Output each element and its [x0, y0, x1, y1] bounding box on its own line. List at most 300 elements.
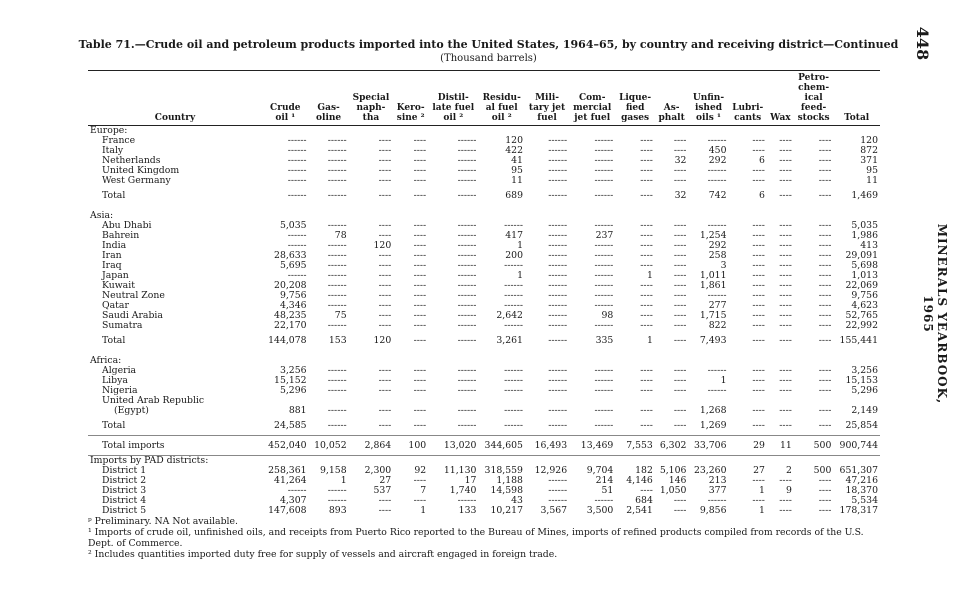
column-header: Lique- fied gases — [619, 93, 652, 123]
table-cell: ---- — [818, 365, 832, 376]
table-cell: ---- — [378, 250, 392, 261]
table-cell: 237 — [595, 230, 614, 241]
table-cell: ---- — [779, 230, 792, 241]
table-cell: ---- — [673, 175, 687, 186]
table-cell: 153 — [328, 335, 347, 346]
table-cell: ---- — [378, 320, 392, 331]
table-cell: 1 — [646, 335, 653, 346]
table-cell: 29 — [729, 436, 767, 456]
table-cell: 292 — [708, 240, 727, 251]
table-cell: ---- — [640, 320, 653, 331]
table-cell: 1 — [759, 485, 765, 496]
table-cell: ------ — [548, 240, 568, 251]
table-cell: ---- — [752, 405, 765, 416]
table-cell: ------ — [327, 405, 347, 416]
footnote: ¹ Imports of crude oil, unfinished oils, and receipts from Puerto Rico reported to the Bureau of Mines, imports of refined products compiled from records of the U.S. Dept. of Commerce. — [88, 527, 864, 549]
table-cell: ---- — [818, 165, 832, 176]
table-cell: ---- — [413, 190, 427, 201]
table-cell: 33,706 — [688, 436, 728, 456]
table-cell: 32 — [674, 190, 687, 201]
table-cell: 3,500 — [586, 505, 614, 516]
table-cell: ---- — [413, 375, 427, 386]
table-cell: ---- — [752, 175, 765, 186]
table-cell: ------ — [594, 155, 614, 166]
table-cell: ------ — [457, 190, 477, 201]
column-header: Crude oil ¹ — [270, 103, 301, 123]
table-cell: ---- — [378, 230, 392, 241]
table-cell: 5,695 — [279, 260, 307, 271]
table-cell: 144,078 — [268, 335, 307, 346]
table-cell: ------ — [504, 300, 523, 311]
table-cell: ------ — [594, 145, 614, 156]
table-cell: ---- — [818, 280, 832, 291]
table-cell: 2 — [785, 465, 792, 476]
table-cell: ---- — [378, 190, 392, 201]
table-cell: ---- — [413, 220, 427, 231]
table-cell: ------ — [548, 145, 568, 156]
table-cell: 120 — [505, 135, 523, 146]
table-cell: ------ — [457, 230, 477, 241]
table-row — [88, 406, 880, 416]
data-table — [88, 70, 880, 516]
table-cell: 29,091 — [845, 250, 878, 261]
table-cell: 1 — [420, 505, 427, 516]
table-cell: ------ — [457, 155, 477, 166]
table-cell: ---- — [752, 335, 765, 346]
table-cell: 5,106 — [659, 465, 687, 476]
table-cell: ------ — [548, 375, 568, 386]
row-label: Total — [102, 420, 126, 431]
table-cell: ---- — [779, 495, 792, 506]
table-cell: ------ — [594, 290, 614, 301]
table-cell: 13,020 — [428, 436, 478, 456]
table-cell: ---- — [818, 475, 832, 486]
table-cell: 6,302 — [655, 436, 689, 456]
table-cell: ------ — [707, 365, 727, 376]
table-cell: ---- — [413, 320, 427, 331]
table-cell: 47,216 — [845, 475, 878, 486]
table-cell: ------ — [594, 365, 614, 376]
table-cell: ---- — [378, 290, 392, 301]
table-cell: 1 — [517, 240, 523, 251]
table-cell: 178,317 — [839, 505, 878, 516]
table-cell: 95 — [866, 165, 878, 176]
row-label: Total — [102, 190, 126, 201]
table-cell: 1 — [340, 475, 347, 486]
table-cell: ---- — [378, 145, 392, 156]
table-cell: ------ — [457, 290, 477, 301]
table-cell: 4,623 — [851, 300, 878, 311]
table-cell: ---- — [673, 300, 687, 311]
table-cell: 51 — [601, 485, 614, 496]
table-cell: 1 — [759, 505, 765, 516]
table-cell: 5,534 — [851, 495, 878, 506]
table-cell: ---- — [779, 365, 792, 376]
table-cell: 684 — [635, 495, 653, 506]
table-cell: ------ — [327, 190, 347, 201]
table-cell: ------ — [287, 175, 307, 186]
table-cell: 893 — [328, 505, 347, 516]
table-cell: 95 — [511, 165, 523, 176]
table-cell: ---- — [673, 270, 687, 281]
table-cell: ---- — [378, 405, 392, 416]
table-cell: ---- — [413, 280, 427, 291]
table-cell: ---- — [752, 495, 765, 506]
table-cell: ------ — [327, 495, 347, 506]
table-cell: 1,861 — [699, 280, 727, 291]
table-cell: 1,013 — [851, 270, 878, 281]
table-cell: ------ — [548, 260, 568, 271]
table-cell: ---- — [818, 220, 832, 231]
table-cell: 15,153 — [845, 375, 878, 386]
column-header: Country — [154, 113, 196, 123]
table-cell: 5,698 — [851, 260, 878, 271]
table-cell: ------ — [287, 155, 307, 166]
table-cell: ------ — [548, 405, 568, 416]
row-label: (Egypt) — [114, 405, 149, 416]
table-cell: ---- — [413, 240, 427, 251]
table-cell: ---- — [413, 250, 427, 261]
table-cell: ---- — [413, 270, 427, 281]
table-cell: ---- — [378, 175, 392, 186]
table-cell: ---- — [673, 240, 687, 251]
table-cell: ---- — [673, 310, 687, 321]
table-cell: ---- — [673, 220, 687, 231]
table-cell: 11 — [866, 175, 878, 186]
table-cell: ------ — [457, 300, 477, 311]
row-label: Libya — [102, 375, 128, 386]
table-cell: ---- — [752, 320, 765, 331]
table-cell: ---- — [378, 375, 392, 386]
table-cell: ---- — [779, 505, 792, 516]
table-cell: ---- — [779, 270, 792, 281]
table-cell: ---- — [818, 250, 832, 261]
table-cell: 9,704 — [586, 465, 614, 476]
table-cell: ---- — [673, 145, 687, 156]
row-label: West Germany — [102, 175, 171, 186]
table-cell: ------ — [594, 240, 614, 251]
table-cell: ---- — [640, 175, 653, 186]
table-cell: 10,217 — [490, 505, 523, 516]
table-cell: 3,256 — [851, 365, 878, 376]
row-label: Iraq — [102, 260, 122, 271]
table-cell: ---- — [413, 475, 427, 486]
column-header: As- phalt — [658, 103, 685, 123]
table-cell: ------ — [504, 375, 523, 386]
table-cell: ---- — [378, 420, 392, 431]
table-cell: 213 — [708, 475, 727, 486]
table-cell: ------ — [548, 320, 568, 331]
table-cell: ------ — [287, 165, 307, 176]
table-cell: 27 — [753, 465, 765, 476]
table-cell: ------ — [548, 475, 568, 486]
table-cell: 14,598 — [490, 485, 523, 496]
row-label: Netherlands — [102, 155, 161, 166]
table-cell: ---- — [818, 485, 832, 496]
table-cell: ---- — [640, 300, 653, 311]
table-cell: ---- — [413, 365, 427, 376]
table-cell: 155,441 — [839, 335, 878, 346]
table-cell: 1,188 — [496, 475, 523, 486]
row-label: United Kingdom — [102, 165, 180, 176]
table-cell: ---- — [378, 155, 392, 166]
table-cell: ---- — [673, 230, 687, 241]
row-label: Total imports — [88, 436, 262, 456]
table-cell: ------ — [327, 280, 347, 291]
table-cell: ------ — [548, 155, 568, 166]
table-cell: ------ — [594, 495, 614, 506]
table-cell: ---- — [779, 475, 792, 486]
table-cell: ------ — [548, 495, 568, 506]
table-cell: ---- — [640, 405, 653, 416]
table-cell: 120 — [373, 335, 392, 346]
table-cell: ---- — [673, 290, 687, 301]
total-row — [88, 416, 880, 436]
table-cell: ---- — [818, 135, 832, 146]
table-cell: ---- — [779, 280, 792, 291]
table-cell: ---- — [818, 270, 832, 281]
table-cell: ---- — [818, 385, 832, 396]
table-cell: ------ — [548, 300, 568, 311]
table-cell: ------ — [594, 220, 614, 231]
table-cell: ------ — [457, 320, 477, 331]
table-cell: ---- — [818, 505, 832, 516]
table-cell: 23,260 — [693, 465, 727, 476]
table-cell: 900,744 — [833, 436, 880, 456]
table-cell: ---- — [752, 420, 765, 431]
table-cell: ------ — [327, 175, 347, 186]
table-row — [88, 176, 880, 186]
table-cell: ------ — [548, 420, 568, 431]
table-cell: 98 — [601, 310, 614, 321]
table-cell: ---- — [818, 405, 832, 416]
table-cell: 822 — [708, 320, 727, 331]
row-label: Algeria — [102, 365, 137, 376]
table-cell: ------ — [327, 385, 347, 396]
district-row — [88, 506, 880, 516]
table-cell: ---- — [818, 240, 832, 251]
table-cell: ------ — [457, 420, 477, 431]
table-cell: ------ — [287, 485, 307, 496]
table-cell: 335 — [595, 335, 614, 346]
row-label: District 3 — [102, 485, 147, 496]
table-cell: ---- — [752, 260, 765, 271]
table-cell: ---- — [413, 260, 427, 271]
table-cell: ---- — [413, 145, 427, 156]
table-cell: ------ — [594, 190, 614, 201]
table-cell: ------ — [457, 165, 477, 176]
table-cell: ------ — [287, 230, 307, 241]
table-cell: 1,740 — [449, 485, 477, 496]
row-label: Europe: — [90, 125, 128, 136]
table-cell: 1 — [720, 375, 727, 386]
table-cell: 1,254 — [699, 230, 727, 241]
table-cell: ------ — [457, 250, 477, 261]
table-title: Table 71.—Crude oil and petroleum products imported into the United States, 1964–65, by country and receiving district—Continued — [78, 38, 899, 51]
table-cell: ------ — [707, 290, 727, 301]
table-cell: 5,035 — [279, 220, 307, 231]
table-cell: 22,170 — [274, 320, 307, 331]
row-label: Abu Dhabi — [102, 220, 152, 231]
table-cell: ---- — [413, 165, 427, 176]
table-cell: ---- — [818, 155, 832, 166]
table-cell: ------ — [594, 375, 614, 386]
table-cell: ---- — [640, 145, 653, 156]
table-cell: ---- — [673, 505, 687, 516]
table-cell: ---- — [779, 300, 792, 311]
table-cell: 25,854 — [845, 420, 878, 431]
table-cell: ---- — [752, 240, 765, 251]
table-cell: ---- — [640, 240, 653, 251]
table-cell: ---- — [752, 475, 765, 486]
table-cell: ---- — [378, 385, 392, 396]
row-label: France — [102, 135, 136, 146]
table-cell: ------ — [548, 335, 568, 346]
table-cell: ---- — [640, 290, 653, 301]
table-cell: ------ — [594, 165, 614, 176]
table-cell: 48,235 — [274, 310, 307, 321]
table-cell: 182 — [635, 465, 653, 476]
table-cell: ---- — [779, 220, 792, 231]
table-cell: 28,633 — [274, 250, 307, 261]
table-cell: ------ — [548, 165, 568, 176]
column-header: Com- mercial jet fuel — [573, 93, 612, 123]
table-cell: ---- — [413, 420, 427, 431]
table-cell: ---- — [818, 420, 832, 431]
table-cell: ------ — [504, 320, 523, 331]
table-cell: 5,296 — [851, 385, 878, 396]
table-cell: ------ — [287, 145, 307, 156]
table-cell: ------ — [457, 405, 477, 416]
table-cell: ------ — [287, 270, 307, 281]
page-number: 448 — [912, 26, 932, 61]
table-cell: 200 — [505, 250, 523, 261]
table-cell: ------ — [504, 260, 523, 271]
row-label: Japan — [102, 270, 129, 281]
table-cell: ------ — [327, 220, 347, 231]
table-cell: 5,035 — [851, 220, 878, 231]
table-cell: ---- — [378, 220, 392, 231]
table-cell: ------ — [457, 175, 477, 186]
table-body — [88, 126, 880, 517]
table-cell: 500 — [813, 465, 832, 476]
table-cell: ------ — [548, 175, 568, 186]
table-cell: ------ — [327, 375, 347, 386]
table-cell: 52,765 — [845, 310, 878, 321]
row-label: Imports by PAD districts: — [88, 456, 880, 467]
table-cell: 292 — [708, 155, 727, 166]
table-row — [88, 321, 880, 331]
table-cell: ------ — [594, 280, 614, 291]
row-label: Asia: — [90, 210, 114, 221]
table-cell: 258 — [708, 250, 727, 261]
table-cell: ---- — [640, 420, 653, 431]
table-cell: ------ — [327, 485, 347, 496]
table-cell: ---- — [779, 155, 792, 166]
table-cell: ------ — [287, 240, 307, 251]
table-cell: 41 — [511, 155, 523, 166]
table-cell: ---- — [640, 260, 653, 271]
table-cell: ------ — [327, 290, 347, 301]
table-cell: ------ — [327, 145, 347, 156]
footnotes — [88, 516, 888, 560]
table-cell: 2,300 — [364, 465, 392, 476]
table-cell: ---- — [779, 135, 792, 146]
table-cell: ------ — [594, 175, 614, 186]
table-cell: 11 — [767, 436, 794, 456]
table-cell: 742 — [708, 190, 727, 201]
column-header: Unfin- ished oils ¹ — [692, 93, 725, 123]
table-cell: ------ — [594, 135, 614, 146]
table-cell: 7,553 — [615, 436, 655, 456]
table-cell: 20,208 — [274, 280, 307, 291]
table-cell: ------ — [504, 290, 523, 301]
table-cell: 2,149 — [851, 405, 878, 416]
row-label: Iran — [102, 250, 122, 261]
table-cell: ---- — [779, 165, 792, 176]
table-cell: ---- — [779, 260, 792, 271]
table-cell: ---- — [752, 300, 765, 311]
table-cell: ------ — [457, 145, 477, 156]
table-cell: ---- — [378, 365, 392, 376]
table-cell: ---- — [779, 335, 792, 346]
table-cell: ---- — [752, 145, 765, 156]
table-cell: 371 — [860, 155, 878, 166]
row-label: Nigeria — [102, 385, 138, 396]
column-header: Mili- tary jet fuel — [528, 93, 566, 123]
table-cell: ------ — [504, 280, 523, 291]
table-cell: 689 — [505, 190, 523, 201]
table-cell: 22,069 — [845, 280, 878, 291]
table-cell: ---- — [640, 385, 653, 396]
table-cell: ---- — [640, 280, 653, 291]
table-cell: ------ — [457, 260, 477, 271]
table-cell: ------ — [327, 320, 347, 331]
table-cell: 16,493 — [525, 436, 569, 456]
table-cell: ------ — [594, 300, 614, 311]
table-cell: ------ — [327, 260, 347, 271]
table-cell: ---- — [779, 385, 792, 396]
row-label: Qatar — [102, 300, 129, 311]
table-cell: ------ — [327, 135, 347, 146]
footnote: ᵖ Preliminary. NA Not available. — [88, 516, 238, 527]
table-cell: ------ — [707, 385, 727, 396]
table-cell: 1,986 — [851, 230, 878, 241]
table-cell: ---- — [640, 165, 653, 176]
table-cell: 147,608 — [268, 505, 307, 516]
row-label: India — [102, 240, 127, 251]
table-cell: ------ — [707, 220, 727, 231]
table-cell: 120 — [860, 135, 878, 146]
row-label: District 2 — [102, 475, 147, 486]
table-cell: ------ — [594, 250, 614, 261]
table-cell: 277 — [708, 300, 727, 311]
table-cell: ---- — [413, 335, 427, 346]
table-cell: ---- — [673, 335, 687, 346]
table-cell: 214 — [595, 475, 614, 486]
table-cell: ---- — [818, 190, 832, 201]
table-cell: ------ — [327, 240, 347, 251]
table-cell: 1 — [517, 270, 523, 281]
table-cell: ---- — [640, 365, 653, 376]
table-cell: ---- — [413, 175, 427, 186]
table-cell: ---- — [673, 375, 687, 386]
table-cell: 537 — [373, 485, 392, 496]
total-row — [88, 331, 880, 350]
grand-total-row — [88, 436, 880, 456]
table-cell: 1,269 — [699, 420, 727, 431]
table-cell: ------ — [548, 135, 568, 146]
